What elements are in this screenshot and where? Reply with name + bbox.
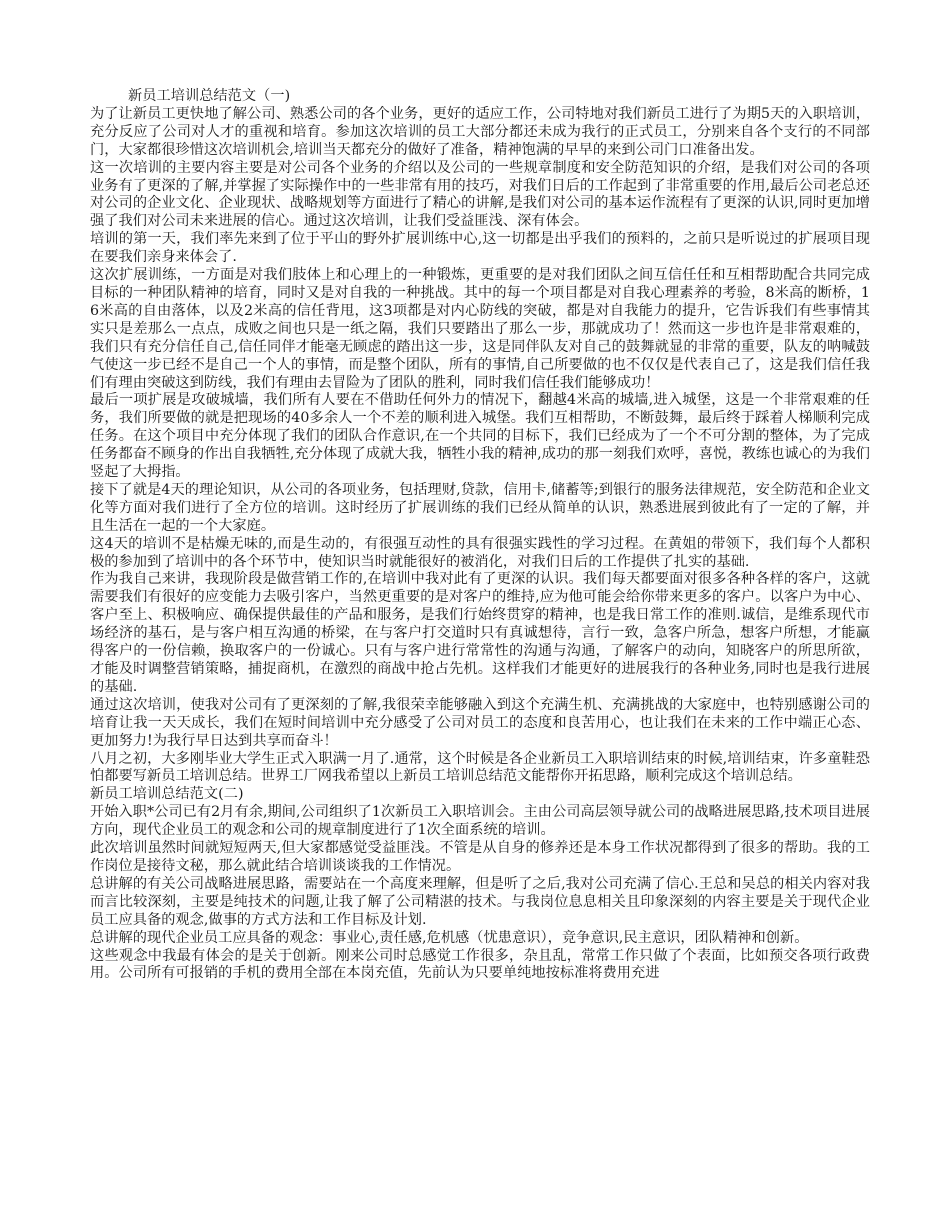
section-1-title: 新员工培训总结范文（一) <box>128 88 291 104</box>
paragraph: 这一次培训的主要内容主要是对公司各个业务的介绍以及公司的一些规章制度和安全防范知识的介绍，是我们对公司的各项业务有了更深的了解,并掌握了实际操作中的一些非常有用的技巧，对我们日后的工作起到了非常重要的作用,最后公司老总还对公司的企业文化、企业现状、战略规划等方面进行了精心的讲解,是我们对公司的基本运作流程有了更深的认识,同时更加增强了我们对公司未来进展的信心。通过这次培训，让我们受益匪浅、深有体会。 <box>90 159 870 230</box>
paragraph: 此次培训虽然时间就短短两天,但大家都感觉受益匪浅。不管是从自身的修养还是本身工作状况都得到了很多的帮助。我的工作岗位是接待文秘，那么就此结合培训谈谈我的工作情况。 <box>90 840 870 874</box>
paragraph: 总讲解的有关公司战略进展思路，需要站在一个高度来理解，但是听了之后,我对公司充满了信心.王总和吴总的相关内容对我而言比较深刻，主要是纯技术的问题,让我了解了公司精湛的技术。与我岗位息息相关且印象深刻的内容主要是关于现代企业员工应具备的观念,做事的方式方法和工作目标及计划. <box>90 875 870 928</box>
paragraph: 通过这次培训，使我对公司有了更深刻的了解,我很荣幸能够融入到这个充满生机、充满挑战的大家庭中，也特别感谢公司的培育让我一天天成长，我们在短时间培训中充分感受了公司对员工的态度和良苦用心，也让我们在未来的工作中端正心态、更加努力!为我行早日达到共享而奋斗！ <box>90 696 870 749</box>
paragraph: 总讲解的现代企业员工应具备的观念：事业心,责任感,危机感（忧患意识），竞争意识,民主意识，团队精神和创新。 <box>90 929 809 946</box>
paragraph: 为了让新员工更快地了解公司、熟悉公司的各个业务，更好的适应工作，公司特地对我们新员工进行了为期5天的入职培训，充分反应了公司对人才的重视和培育。参加这次培训的员工大部分都还未成为我行的正式员工，分别来自各个支行的不同部门，大家都很珍惜这次培训机会,培训当天都充分的做好了准备，精神饱满的早早的来到公司门口准备出发。 <box>90 105 870 158</box>
paragraph: 八月之初，大多刚毕业大学生正式入职满一月了.通常，这个时候是各企业新员工入职培训结束的时候,培训结束，许多童鞋恐怕都要写新员工培训总结。世界工厂网我希望以上新员工培训总结范文能帮你开拓思路，顺利完成这个培训总结。 <box>90 750 870 785</box>
paragraph: 开始入职*公司已有2月有余,期间,公司组织了1次新员工入职培训会。主由公司高层领导就公司的战略进展思路,技术项目进展方向，现代企业员工的观念和公司的规章制度进行了1次全面系统的培训。 <box>90 804 870 839</box>
paragraph: 培训的第一天，我们率先来到了位于平山的野外扩展训练中心,这一切都是出乎我们的预料的，之前只是听说过的扩展项目现在要我们亲身来体会了. <box>90 231 870 266</box>
document-page <box>90 88 870 983</box>
paragraph: 最后一项扩展是攻破城墙，我们所有人要在不借助任何外力的情况下，翻越4米高的城墙,进入城堡，这是一个非常艰难的任务，我们所要做的就是把现场的40多余人一个不差的顺利进入城堡。我们互相帮助，不断鼓舞，最后终于踩着人梯顺利完成任务。在这个项目中充分体现了我们的团队合作意识,在一个共同的目标下，我们已经成为了一个不可分割的整体，为了完成任务都奋不顾身的作出自我牺牲,充分体现了成就大我，牺牲小我的精神,成功的那一刻我们欢呼，喜悦，教练也诚心的为我们竖起了大拇指。 <box>90 392 870 481</box>
paragraph: 这4天的培训不是枯燥无味的,而是生动的，有很强互动性的具有很强实践性的学习过程。在黄姐的带领下，我们每个人都积极的参加到了培训中的各个环节中，使知识当时就能很好的被消化，对我们日后的工作提供了扎实的基础. <box>90 535 870 570</box>
section-2-title: 新员工培训总结范文(二) <box>90 786 244 803</box>
paragraph: 这次扩展训练，一方面是对我们肢体上和心理上的一种锻炼，更重要的是对我们团队之间互信任任和互相帮助配合共同完成目标的一种团队精神的培育，同时又是对自我的一种挑战。其中的每一个项目都是对自我心理素养的考验，8米高的断桥，16米高的自由落体，以及2米高的信任背甩，这3项都是对内心防线的突破，都是对自我能力的提升，它告诉我们有些事情其实只是差那么一点点，成败之间也只是一纸之隔，我们只要踏出了那么一步，那就成功了！然而这一步也许是非常艰难的，我们只有充分信任自己,信任同伴才能毫无顾虑的踏出这一步，这是同伴队友对自己的鼓舞就显的非常的重要，队友的呐喊鼓气使这一步已经不是自己一个人的事情，而是整个团队，所有的事情,自己所要做的也不仅仅是代表自己了，这是我们信任我们有理由突破这到防线，我们有理由去冒险为了团队的胜利，同时我们信任我们能够成功！ <box>90 267 870 391</box>
paragraph: 接下了就是4天的理论知识，从公司的各项业务，包括理财,贷款，信用卡,储蓄等;到银行的服务法律规范，安全防范和企业文化等方面对我们进行了全方位的培训。这时经历了扩展训练的我们已经从简单的认识，熟悉进展到彼此有了一定的了解，并且生活在一起的一个大家庭。 <box>90 481 870 534</box>
paragraph: 这些观念中我最有体会的是关于创新。刚来公司时总感觉工作很多，杂且乱，常常工作只做了个表面，比如预交各项行政费用。公司所有可报销的手机的费用全部在本岗充值，先前认为只要单纯地按标准将费用充进 <box>90 947 870 982</box>
paragraph: 作为我自己来讲，我现阶段是做营销工作的,在培训中我对此有了更深的认识。我们每天都要面对很多各种各样的客户，这就需要我们有很好的应变能力去吸引客户，当然更重要的是对客户的维持,应为他可能会给你带来更多的客户。以客户为中心、客户至上、积极响应、确保提供最佳的产品和服务，是我们行始终贯穿的精神，也是我日常工作的准则.诚信，是维系现代市场经济的基石，是与客户相互沟通的桥梁，在与客户打交道时只有真诚想待，言行一致，急客户所急，想客户所想，才能赢得客户的一份信赖，换取客户的一份诚心。只有与客户进行常常性的沟通与沟通，了解客户的动向，知晓客户的所思所欲，才能及时调整营销策略，捕捉商机，在激烈的商战中抢占先机。这样我们才能更好的进展我行的各种业务,同时也是我行进展的基础. <box>90 571 870 695</box>
